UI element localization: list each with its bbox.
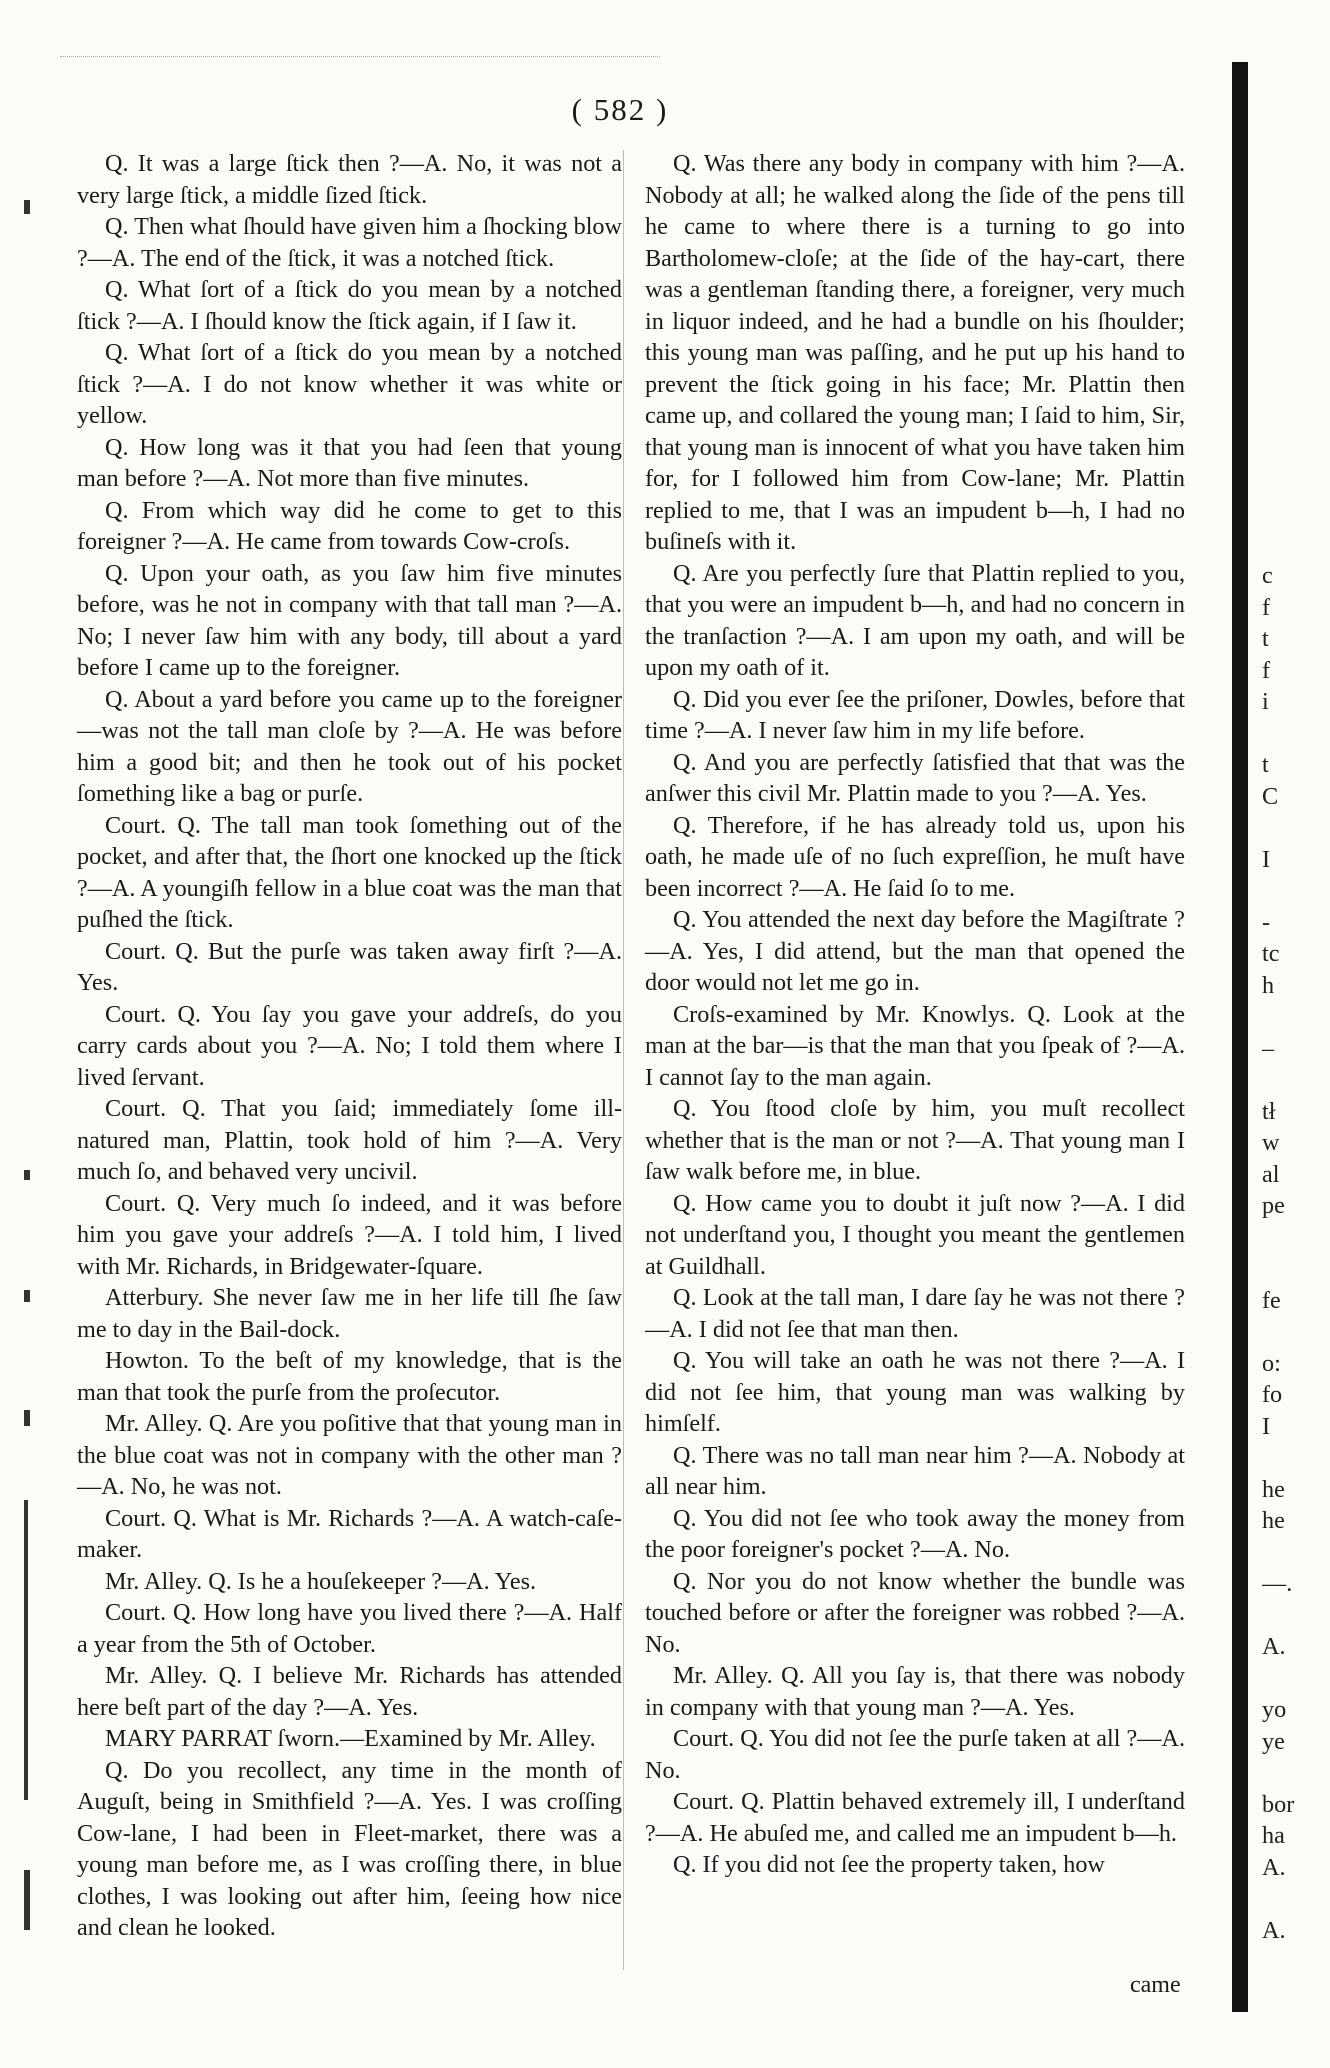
bleed-fragment: yo bbox=[1262, 1696, 1287, 1723]
paragraph: Mr. Alley. Q. All you ſay is, that there was nobody in company with that young man ?—A. Yes. bbox=[645, 1662, 1185, 1721]
paragraph: Mr. Alley. Q. I believe Mr. Richards has attended here beſt part of the day ?—A. Yes. bbox=[77, 1662, 622, 1721]
paragraph: Q. From which way did he come to get to this foreigner ?—A. He came from towards Cow-croſs. bbox=[77, 496, 622, 555]
paragraph: Q. Are you perfectly ſure that Plattin replied to you, that you were an impudent b—h, and had no concern in the tranſaction ?—A. I am upon my oath, and will be upon my oath of it. bbox=[645, 559, 1185, 681]
bleed-fragment: h bbox=[1262, 971, 1275, 999]
paragraph: Court. Q. The tall man took ſomething out of the pocket, and after that, the ſhort one knocked up the ſtick ?—A. A youngiſh fellow in a blue coat was the man that puſhed the ſtick. bbox=[77, 811, 622, 933]
bleed-fragment bbox=[1262, 1222, 1322, 1254]
bleed-fragment: o: bbox=[1262, 1349, 1281, 1377]
bleed-fragment: t bbox=[1262, 751, 1269, 778]
paragraph: Q. What ſort of a ſtick do you mean by a notched ſtick ?—A. I do not know whether it was white or yellow. bbox=[77, 339, 622, 429]
bleed-fragment bbox=[1262, 1001, 1322, 1033]
paragraph: Q. Look at the tall man, I dare ſay he was not there ?—A. I did not ſee that man then. bbox=[645, 1284, 1185, 1343]
paragraph: Q. If you did not ſee the property taken, how bbox=[673, 1851, 1105, 1878]
paragraph: Court. Q. Plattin behaved extremely ill, I underſtand ?—A. He abuſed me, and called me an impudent b—h. bbox=[645, 1788, 1185, 1847]
bleed-fragment bbox=[1262, 1537, 1322, 1569]
page-edge-shadow bbox=[1232, 62, 1248, 2012]
bleed-fragment: – bbox=[1262, 1034, 1275, 1062]
paragraph: Court. Q. How long have you lived there ?—A. Half a year from the 5th of October. bbox=[77, 1599, 622, 1658]
paragraph: Q. About a yard before you came up to the foreigner—was not the tall man cloſe by ?—A. He was before him a good bit; and then he took out of his pocket ſomething like a bag or purſe. bbox=[77, 685, 622, 807]
bleed-fragment: bor bbox=[1262, 1790, 1295, 1818]
bleed-fragment: - bbox=[1262, 908, 1271, 936]
bleed-fragment: f bbox=[1262, 593, 1271, 621]
bleed-fragment bbox=[1262, 718, 1322, 750]
bleed-fragment bbox=[1262, 1316, 1322, 1348]
paragraph: Court. Q. That you ſaid; immediately ſome ill-natured man, Plattin, took hold of him ?—A. Very much ſo, and behaved very uncivil. bbox=[77, 1095, 622, 1185]
bleed-fragment: A. bbox=[1262, 1916, 1286, 1944]
paragraph: Q. How long was it that you had ſeen that young man before ?—A. Not more than five minutes. bbox=[77, 433, 622, 492]
bleed-fragment: tł bbox=[1262, 1097, 1276, 1125]
paragraph: Q. You did not ſee who took away the money from the poor foreigner's pocket ?—A. No. bbox=[645, 1504, 1185, 1563]
paragraph: Q. What ſort of a ſtick do you mean by a notched ſtick ?—A. I ſhould know the ſtick again, if I ſaw it. bbox=[77, 276, 622, 335]
bleed-fragment bbox=[1262, 1883, 1322, 1915]
paragraph: Court. Q. You ſay you gave your addreſs, do you carry cards about you ?—A. No; I told them where I lived ſervant. bbox=[77, 1000, 622, 1091]
bleed-fragment: ha bbox=[1262, 1822, 1285, 1849]
bleed-fragment: pe bbox=[1262, 1192, 1285, 1219]
bleed-fragment bbox=[1262, 812, 1322, 844]
paragraph: Court. Q. But the purſe was taken away firſt ?—A. Yes. bbox=[77, 937, 622, 996]
column-divider bbox=[623, 150, 624, 1970]
bleed-fragment: fe bbox=[1262, 1286, 1281, 1314]
bleed-fragment: he bbox=[1262, 1475, 1285, 1503]
paragraph: Q. How came you to doubt it juſt now ?—A. I did not underſtand you, I thought you meant the gentlemen at Guildhall. bbox=[645, 1189, 1185, 1280]
paragraph: Court. Q. You did not ſee the purſe taken at all ?—A. No. bbox=[645, 1725, 1185, 1784]
paragraph: MARY PARRAT ſworn.—Examined by Mr. Alley. bbox=[105, 1725, 596, 1752]
bleed-fragment bbox=[1262, 1064, 1322, 1096]
bleed-fragment: ye bbox=[1262, 1727, 1285, 1755]
bleed-fragment: I bbox=[1262, 845, 1271, 873]
bleed-fragment bbox=[1262, 1663, 1322, 1695]
bleed-fragment bbox=[1262, 875, 1322, 907]
bleed-fragment bbox=[1262, 1600, 1322, 1632]
paragraph: Mr. Alley. Q. Are you poſitive that that young man in the blue coat was not in company with the other man ?—A. No, he was not. bbox=[77, 1410, 622, 1500]
top-margin-noise bbox=[60, 56, 660, 59]
bleed-fragment: i bbox=[1262, 688, 1269, 715]
paragraph: Q. You ſtood cloſe by him, you muſt recollect whether that is the man or not ?—A. That young man I ſaw walk before me, in blue. bbox=[645, 1095, 1185, 1185]
bleed-fragment: t bbox=[1262, 625, 1269, 652]
left-margin-marks bbox=[14, 170, 50, 1950]
bleed-fragment: al bbox=[1262, 1160, 1280, 1188]
left-column bbox=[77, 148, 622, 1944]
paragraph: Q. Did you ever ſee the priſoner, Dowles, before that time ?—A. I never ſaw him in my life before. bbox=[645, 685, 1185, 744]
paragraph: Court. Q. Very much ſo indeed, and it was before him you gave your addreſs ?—A. I told him, I lived with Mr. Richards, in Bridgewater-ſquare. bbox=[77, 1189, 622, 1280]
paragraph: Q. You attended the next day before the Magiſtrate ?—A. Yes, I did attend, but the man that opened the door would not let me go in. bbox=[645, 906, 1185, 996]
paragraph: Q. Was there any body in company with him ?—A. Nobody at all; he walked along the ſide of the pens till he came to where there is a turning to go into Bartholomew-cloſe; at the ſide of the hay-cart, there was a gentleman ſtanding there, a foreigner, very much in liquor indeed, and he had a bundle on his ſhoulder; this young man was paſſing, and he put up his hand to prevent the ſtick going in his face; Mr. Plattin then came up, and collared the young man; I ſaid to him, Sir, that young man is innocent of what you have taken him for, for I followed him from Cow-lane; Mr. Plattin replied to me, that I was an impudent b—h, I had no buſineſs with it. bbox=[645, 150, 1185, 555]
paragraph: Croſs-examined by Mr. Knowlys. Q. Look at the man at the bar—is that the man that you ſpeak of ?—A. I cannot ſay to the man again. bbox=[645, 1000, 1185, 1091]
bleed-fragment: A. bbox=[1262, 1853, 1286, 1881]
page-number: ( 582 ) bbox=[571, 92, 669, 127]
paragraph: Q. You will take an oath he was not there ?—A. I did not ſee him, that young man was walking by himſelf. bbox=[645, 1347, 1185, 1437]
bleed-fragment: he bbox=[1262, 1507, 1285, 1534]
paragraph: Q. Do you recollect, any time in the month of Auguſt, being in Smithfield ?—A. Yes. I was croſſing Cow-lane, I had been in Fleet-market, there was a young man before me, as I was croſſing there, in blue clothes, I was looking out after him, ſeeing how nice and clean he looked. bbox=[77, 1756, 622, 1941]
paragraph: Howton. To the beſt of my knowledge, that is the man that took the purſe from the proſecutor. bbox=[77, 1347, 622, 1406]
paragraph: Q. It was a large ſtick then ?—A. No, it was not a very large ſtick, a middle ſized ſtick. bbox=[77, 150, 622, 209]
paragraph: Q. There was no tall man near him ?—A. Nobody at all near him. bbox=[645, 1441, 1185, 1500]
bleed-fragment bbox=[1262, 1253, 1322, 1285]
paragraph: Atterbury. She never ſaw me in her life till ſhe ſaw me to day in the Bail-dock. bbox=[77, 1284, 622, 1343]
catchword: came bbox=[1130, 1972, 1181, 1998]
right-column bbox=[645, 148, 1185, 1881]
paragraph: Q. Then what ſhould have given him a ſhocking blow ?—A. The end of the ſtick, it was a notched ſtick. bbox=[77, 213, 622, 272]
paragraph: Q. Upon your oath, as you ſaw him five minutes before, was he not in company with that tall man ?—A. No; I never ſaw him with any body, till about a yard before I came up to the foreigner. bbox=[77, 559, 622, 681]
bleed-fragment: I bbox=[1262, 1412, 1271, 1440]
paragraph: Q. Nor you do not know whether the bundle was touched before or after the foreigner was robbed ?—A. No. bbox=[645, 1567, 1185, 1658]
paragraph: Mr. Alley. Q. Is he a houſekeeper ?—A. Yes. bbox=[105, 1567, 537, 1595]
next-page-bleed bbox=[1262, 560, 1322, 1946]
bleed-fragment: A. bbox=[1262, 1633, 1286, 1660]
paragraph: Q. Therefore, if he has already told us, upon his oath, he made uſe of no ſuch expreſſion, he muſt have been incorrect ?—A. He ſaid ſo to me. bbox=[645, 811, 1185, 902]
bleed-fragment: c bbox=[1262, 562, 1273, 589]
bleed-fragment: tc bbox=[1262, 940, 1280, 967]
bleed-fragment: f bbox=[1262, 656, 1271, 684]
bleed-fragment bbox=[1262, 1757, 1322, 1789]
paragraph: Q. And you are perfectly ſatisfied that that was the anſwer this civil Mr. Plattin made to you ?—A. Yes. bbox=[645, 748, 1185, 807]
paragraph: Court. Q. What is Mr. Richards ?—A. A watch-caſe-maker. bbox=[77, 1504, 622, 1563]
bleed-fragment: C bbox=[1262, 782, 1279, 810]
bleed-fragment: —. bbox=[1262, 1570, 1293, 1597]
bleed-fragment: w bbox=[1262, 1129, 1280, 1156]
bleed-fragment bbox=[1262, 1442, 1322, 1474]
bleed-fragment: fo bbox=[1262, 1381, 1283, 1408]
